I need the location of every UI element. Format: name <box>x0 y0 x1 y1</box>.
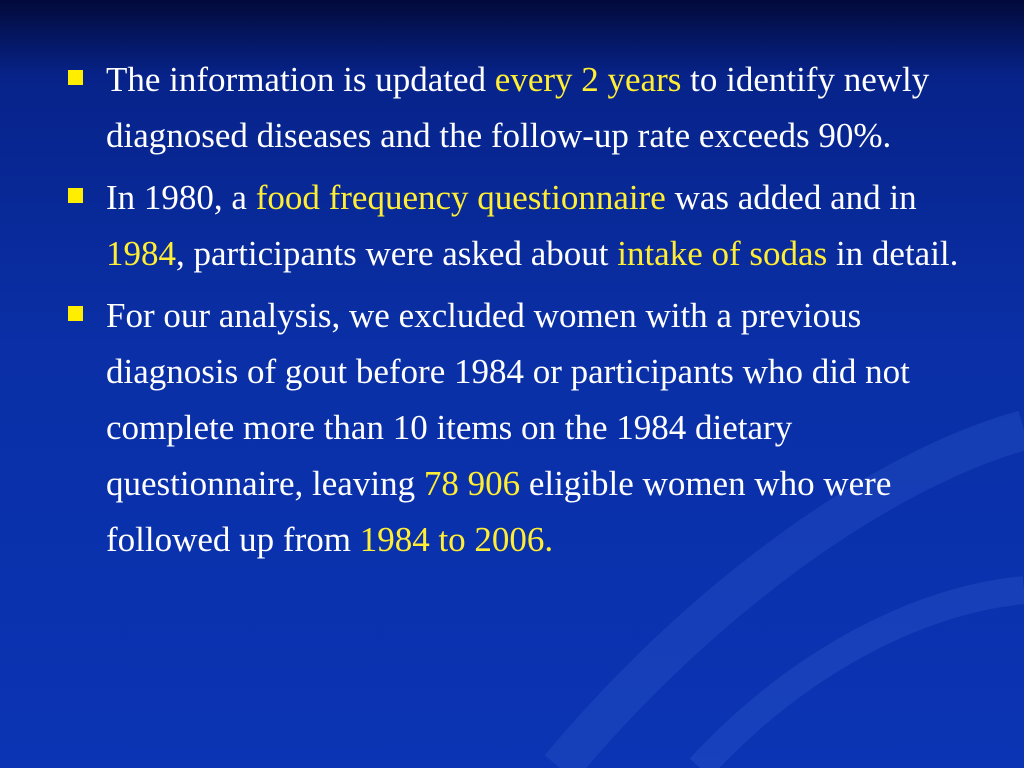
text-segment: in detail. <box>827 234 959 273</box>
highlight-segment: every 2 years <box>494 60 682 99</box>
bullet-item <box>68 52 968 164</box>
highlight-segment: 1984 <box>106 234 176 273</box>
text-segment: For our analysis, we excluded women with a previous diagnosis of gout before 1984 or participants who did not complete more than 10 items on the 1984 dietary questionnaire, leaving <box>106 296 910 503</box>
highlight-segment: 1984 to 2006. <box>359 520 554 559</box>
bullet-text <box>106 60 929 155</box>
bullet-item <box>68 170 968 282</box>
bullet-text <box>106 178 958 273</box>
highlight-segment: food frequency questionnaire <box>255 178 666 217</box>
square-bullet-icon <box>68 306 83 321</box>
bullet-item <box>68 288 968 568</box>
text-segment: was added and in <box>665 178 917 217</box>
bullet-text <box>106 296 910 559</box>
text-segment: The information is updated <box>106 60 495 99</box>
bullet-list <box>68 52 968 574</box>
square-bullet-icon <box>68 70 83 85</box>
text-segment: to identify newly diagnosed diseases and the follow-up rate exceeds 90%. <box>106 60 930 155</box>
text-segment: In 1980, a <box>106 178 256 217</box>
highlight-segment: 78 906 <box>423 464 521 503</box>
highlight-segment: intake of sodas <box>617 234 828 273</box>
text-segment: eligible women who were followed up from <box>106 464 892 559</box>
square-bullet-icon <box>68 188 83 203</box>
text-segment: , participants were asked about <box>176 234 618 273</box>
